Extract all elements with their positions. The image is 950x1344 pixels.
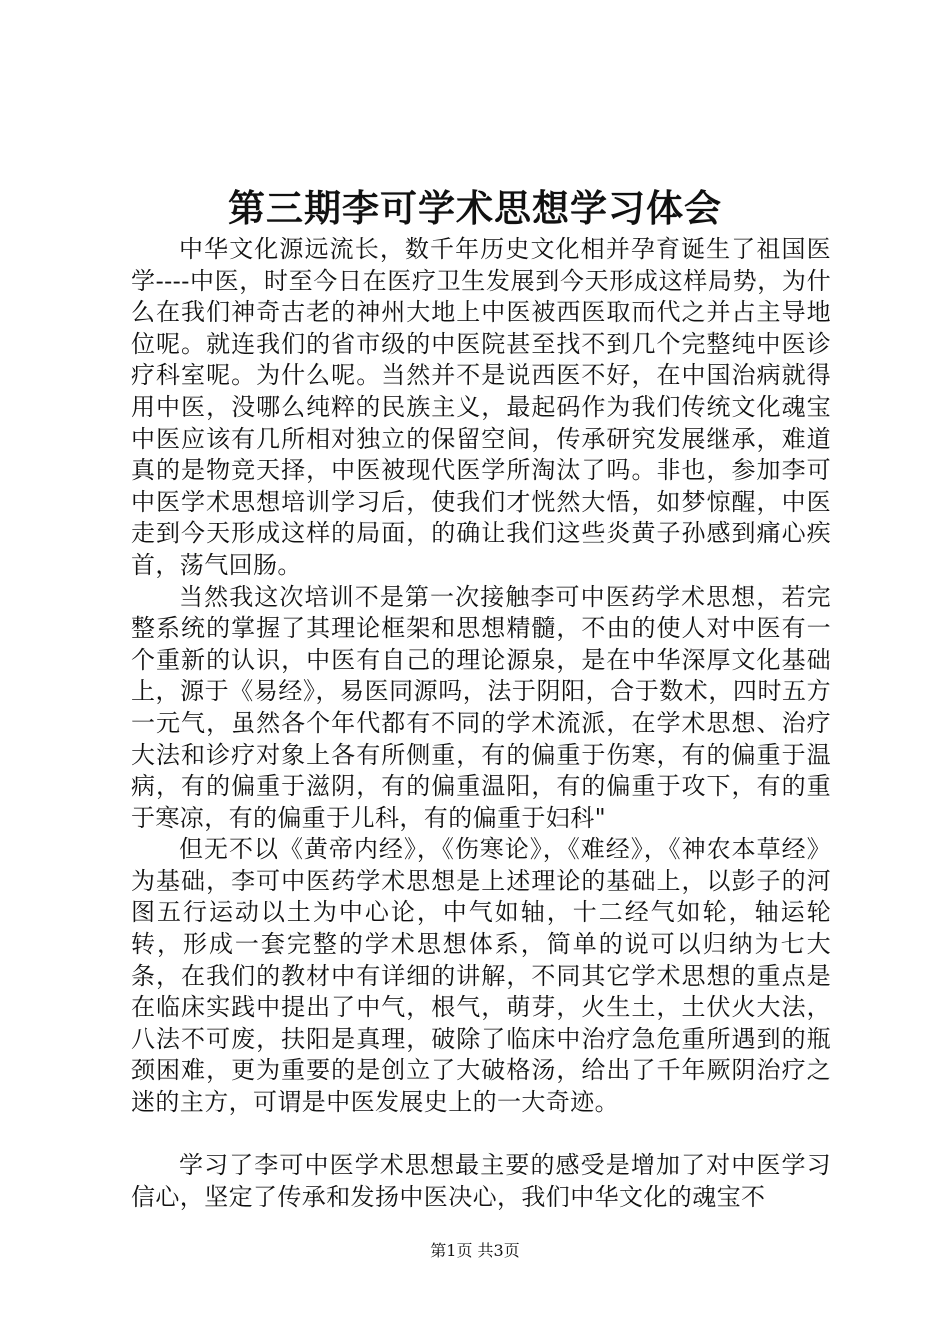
document-title: 第三期李可学术思想学习体会 xyxy=(228,186,722,230)
document-body xyxy=(131,234,831,1213)
paragraph-2: 当然我这次培训不是第一次接触李可中医药学术思想，若完整系统的掌握了其理论框架和思想精髓，不由的使人对中医有一个重新的认识，中医有自己的理论源泉，是在中华深厚文化基础上，源于《易经》，易医同源吗，法于阴阳，合于数术，四时五方一元气，虽然各个年代都有不同的学术流派，在学术思想、治疗大法和诊疗对象上各有所侧重，有的偏重于伤寒，有的偏重于温病，有的偏重于滋阴，有的偏重温阳，有的偏重于攻下，有的重于寒凉，有的偏重于儿科，有的偏重于妇科" xyxy=(131,582,831,832)
paragraph-spacer xyxy=(131,1119,831,1151)
paragraph-4: 学习了李可中医学术思想最主要的感受是增加了对中医学习信心，坚定了传承和发扬中医决心，我们中华文化的魂宝不 xyxy=(131,1151,831,1211)
paragraph-3: 但无不以《黄帝内经》，《伤寒论》，《难经》，《神农本草经》为基础，李可中医药学术思想是上述理论的基础上，以彭子的河图五行运动以土为中心论，中气如轴，十二经气如轮，轴运轮转，形成一套完整的学术思想体系，简单的说可以归纳为七大条，在我们的教材中有详细的讲解，不同其它学术思想的重点是在临床实践中提出了中气，根气，萌芽，火生土，土伏火大法，八法不可废，扶阳是真理，破除了临床中治疗急危重所遇到的瓶颈困难，更为重要的是创立了大破格汤，给出了千年厥阴治疗之迷的主方，可谓是中医发展史上的一大奇迹。 xyxy=(131,835,831,1117)
paragraph-1: 中华文化源远流长，数千年历史文化相并孕育诞生了祖国医学----中医，时至今日在医疗卫生发展到今天形成这样局势，为什么在我们神奇古老的神州大地上中医被西医取而代之并占主导地位呢。就连我们的省市级的中医院甚至找不到几个完整纯中医诊疗科室呢。为什么呢。当然并不是说西医不好，在中国治病就得用中医，没哪么纯粹的民族主义，最起码作为我们传统文化魂宝中医应该有几所相对独立的保留空间，传承研究发展继承，难道真的是物竞天择，中医被现代医学所淘汰了吗。非也，参加李可中医学术思想培训学习后，使我们才恍然大悟，如梦惊醒，中医走到今天形成这样的局面，的确让我们这些炎黄子孙感到痛心疾首，荡气回肠。 xyxy=(131,235,831,579)
page-footer: 第1页 共3页 xyxy=(430,1241,520,1260)
